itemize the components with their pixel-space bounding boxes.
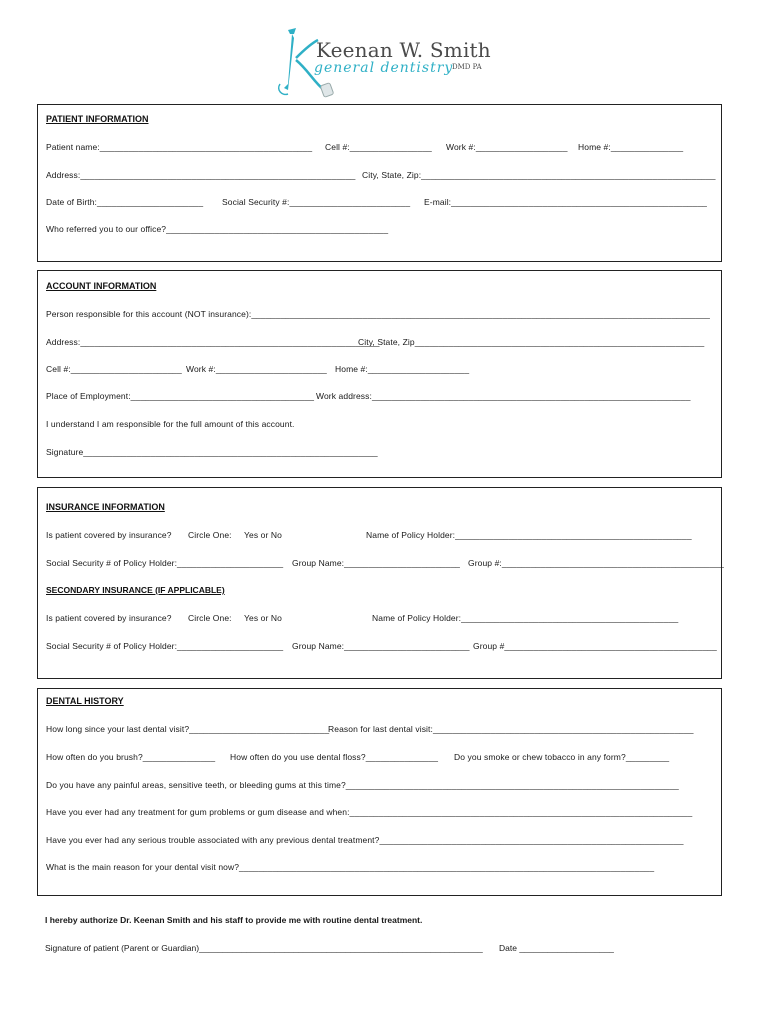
account-responsibility-statement: I understand I am responsible for the full amount of this account. [46,419,295,429]
secondary-yes-no-choice[interactable]: Yes or No [244,613,282,623]
date-field[interactable]: Date ____________________ [499,943,614,953]
patient-work-field[interactable]: Work #:___________________ [446,142,568,152]
brand-suffix: DMD PA [452,63,482,71]
patient-ssn-field[interactable]: Social Security #:_________________________ [222,197,411,207]
dental-serious-trouble-field[interactable]: Have you ever had any serious trouble associated with any previous dental treatment?_______________________________________________________________ [46,835,684,845]
secondary-covered-label: Is patient covered by insurance? [46,613,172,623]
account-work-address-field[interactable]: Work address:__________________________________________________________________ [316,391,691,401]
brand-subtitle: general dentistry [314,60,454,76]
patient-cell-field[interactable]: Cell #:_________________ [325,142,432,152]
secondary-policy-holder-field[interactable]: Name of Policy Holder:_____________________________________________ [372,613,679,623]
account-employment-field[interactable]: Place of Employment:______________________________________ [46,391,315,401]
patient-dob-field[interactable]: Date of Birth:______________________ [46,197,204,207]
dental-painful-areas-field[interactable]: Do you have any painful areas, sensitive teeth, or bleeding gums at this time?_____________________________________________________________________ [46,780,679,790]
account-home-field[interactable]: Home #:_____________________ [335,364,470,374]
brand-name: Keenan W. Smith [316,38,491,62]
section-title: PATIENT INFORMATION [46,114,149,124]
section-title: INSURANCE INFORMATION [46,502,165,512]
insurance-information-section [37,487,722,679]
secondary-group-name-field[interactable]: Group Name:__________________________ [292,641,470,651]
insurance-covered-label: Is patient covered by insurance? [46,530,172,540]
insurance-ssn-holder-field[interactable]: Social Security # of Policy Holder:______________________ [46,558,284,568]
patient-address-field[interactable]: Address:_________________________________________________________ [46,170,356,180]
dental-floss-field[interactable]: How often do you use dental floss?_______________ [230,752,439,762]
insurance-yes-no-choice[interactable]: Yes or No [244,530,282,540]
patient-information-section [37,104,722,262]
insurance-circle-one-label: Circle One: [188,530,232,540]
insurance-group-name-field[interactable]: Group Name:________________________ [292,558,460,568]
secondary-insurance-title: SECONDARY INSURANCE (IF APPLICABLE) [46,585,225,595]
section-title: ACCOUNT INFORMATION [46,281,157,291]
dental-main-reason-field[interactable]: What is the main reason for your dental visit now?______________________________________________________________________________________ [46,862,655,872]
dental-brush-field[interactable]: How often do you brush?_______________ [46,752,216,762]
account-city-field[interactable]: City, State, Zip____________________________________________________________ [358,337,705,347]
patient-signature-field[interactable]: Signature of patient (Parent or Guardian)____________________________________________________________ [45,943,483,953]
patient-home-field[interactable]: Home #:_______________ [578,142,684,152]
secondary-group-number-field[interactable]: Group #____________________________________________ [473,641,717,651]
practice-logo [274,24,494,106]
dental-tobacco-field[interactable]: Do you smoke or chew tobacco in any form?_________ [454,752,670,762]
dental-history-section [37,688,722,896]
authorization-statement: I hereby authorize Dr. Keenan Smith and his staff to provide me with routine dental treatment. [45,915,423,925]
dental-gum-treatment-field[interactable]: Have you ever had any treatment for gum problems or gum disease and when:_______________________________________________________________________ [46,807,693,817]
account-work-field[interactable]: Work #:_______________________ [186,364,327,374]
secondary-ssn-holder-field[interactable]: Social Security # of Policy Holder:______________________ [46,641,284,651]
account-information-section [37,270,722,478]
patient-referred-field[interactable]: Who referred you to our office?______________________________________________ [46,224,389,234]
dental-last-visit-field[interactable]: How long since your last dental visit?_____________________________ [46,724,330,734]
account-cell-field[interactable]: Cell #:_______________________ [46,364,182,374]
insurance-group-number-field[interactable]: Group #:______________________________________________ [468,558,724,568]
secondary-circle-one-label: Circle One: [188,613,232,623]
patient-email-field[interactable]: E-mail:_____________________________________________________ [424,197,707,207]
account-responsible-field[interactable]: Person responsible for this account (NOT insurance):_______________________________________________________________________________________________ [46,309,710,319]
dental-reason-last-visit-field[interactable]: Reason for last dental visit:______________________________________________________ [328,724,694,734]
section-title: DENTAL HISTORY [46,696,124,706]
patient-name-field[interactable]: Patient name:____________________________________________ [46,142,313,152]
insurance-policy-holder-field[interactable]: Name of Policy Holder:_________________________________________________ [366,530,692,540]
patient-city-field[interactable]: City, State, Zip:_____________________________________________________________ [362,170,716,180]
account-address-field[interactable]: Address:______________________________________________________________ [46,337,380,347]
account-signature-field[interactable]: Signature_____________________________________________________________ [46,447,378,457]
